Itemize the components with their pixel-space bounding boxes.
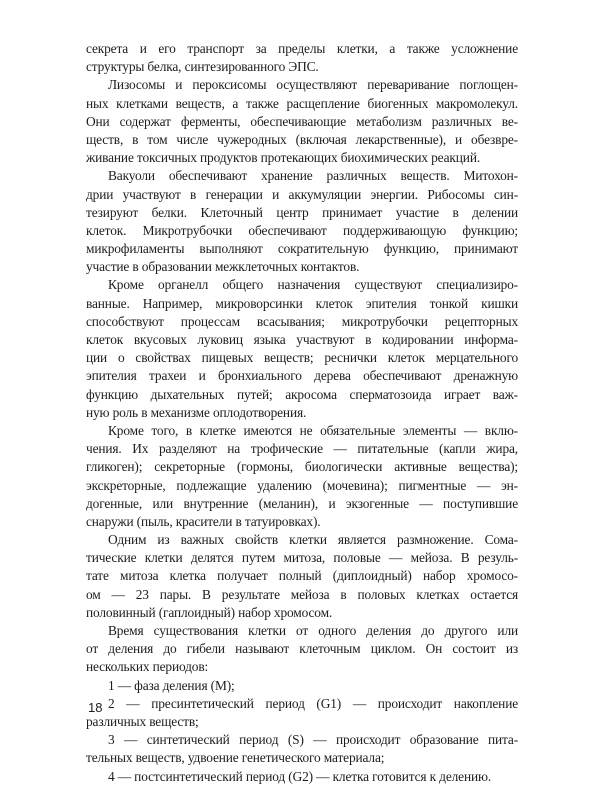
list-item: 2 — пресинтетический период (G1) — происходит накопление (108, 695, 518, 711)
text-line: ную роль в механизме оплодотворения. (86, 404, 307, 420)
text-line: нескольких периодов: (86, 659, 209, 675)
text-line: ществ, в том числе чужеродных (включая лекарственные), и обезвре- (86, 131, 518, 147)
text-line: живание токсичных продуктов протекающих биохимических реакций. (86, 150, 481, 166)
text-line: гликоген); секреторные (гормоны, биологически активные вещества); (86, 459, 518, 475)
text-line: экскреторные, подлежащие удалению (мочевина); пигментные — эн- (86, 477, 518, 493)
text-line: секрета и его транспорт за пределы клетки, а также усложнение (86, 41, 518, 56)
text-line: Они содержат ферменты, обеспечивающие метаболизм различных ве- (86, 113, 518, 129)
text-line: ции о свойствах пищевых веществ; реснички клеток мерцательного (86, 350, 518, 366)
text-line: от деления до гибели называют клеточным циклом. Он состоит из (86, 641, 518, 657)
text-line: ных клетками веществ, а также расщепление биогенных макромолекул. (86, 95, 518, 111)
text-line: способствуют процессам всасывания; микротрубочки рецепторных (86, 313, 518, 329)
text-line: ванные. Например, микроворсинки клеток эпителия тонкой кишки (86, 295, 518, 311)
text-line: ом — 23 пары. В результате мейоза в половых клетках остается (86, 586, 518, 602)
text-line: дрии участвуют в генерации и аккумуляции энергии. Рибосомы син- (86, 186, 518, 202)
list-item: 3 — синтетический период (S) — происходит образование пита- (108, 732, 518, 748)
list-item: 4 — постсинтетический период (G2) — клетка готовится к делению. (108, 768, 492, 784)
text-line: тельных веществ, удвоение генетического материала; (86, 750, 385, 766)
text-line: участие в образовании межклеточных контактов. (86, 259, 360, 275)
page-number: 18 (88, 700, 103, 715)
text-line: Время существования клетки от одного деления до другого или (108, 623, 518, 638)
text-line: Кроме того, в клетке имеются не обязательные элементы — вклю- (108, 422, 518, 438)
text-line: тезируют белки. Клеточный центр принимает участие в делении (86, 204, 518, 220)
text-line: функцию дыхательных путей; акросома сперматозоида играет важ- (86, 386, 518, 402)
text-line: Вакуоли обеспечивают хранение различных веществ. Митохон- (108, 168, 518, 184)
text-line: тические клетки делятся путем митоза, половые — мейоза. В резуль- (86, 550, 518, 566)
text-line: структуры белка, синтезированного ЭПС. (86, 59, 319, 75)
text-line: клеток вкусовых луковиц языка участвуют в кодировании информа- (86, 332, 518, 347)
text-line: чения. Их разделяют на трофические — питательные (капли жира, (86, 441, 518, 457)
text-line: догенные, или внутренние (меланин), и экзогенные — поступившие (86, 495, 518, 511)
text-line: тате митоза клетка получает полный (диплоидный) набор хромосо- (86, 568, 518, 584)
text-line: микрофиламенты выполняют сократительную функцию, принимают (86, 241, 518, 257)
text-line: различных веществ; (86, 713, 199, 729)
text-line: Лизосомы и пероксисомы осуществляют переваривание поглощен- (108, 77, 518, 93)
page-body (86, 40, 518, 786)
text-line: клеток. Микротрубочки обеспечивают поддерживающую функцию; (86, 222, 518, 238)
text-line: эпителия трахеи и бронхиального дерева обеспечивают дренажную (86, 368, 518, 384)
text-line: снаружи (пыль, красители в татуировках). (86, 513, 321, 529)
text-line: половинный (гаплоидный) набор хромосом. (86, 604, 333, 620)
text-line: Кроме органелл общего назначения существуют специализиро- (108, 277, 518, 293)
text-line: Одним из важных свойств клетки является размножение. Сома- (108, 532, 518, 548)
list-item: 1 — фаза деления (М); (108, 677, 235, 693)
